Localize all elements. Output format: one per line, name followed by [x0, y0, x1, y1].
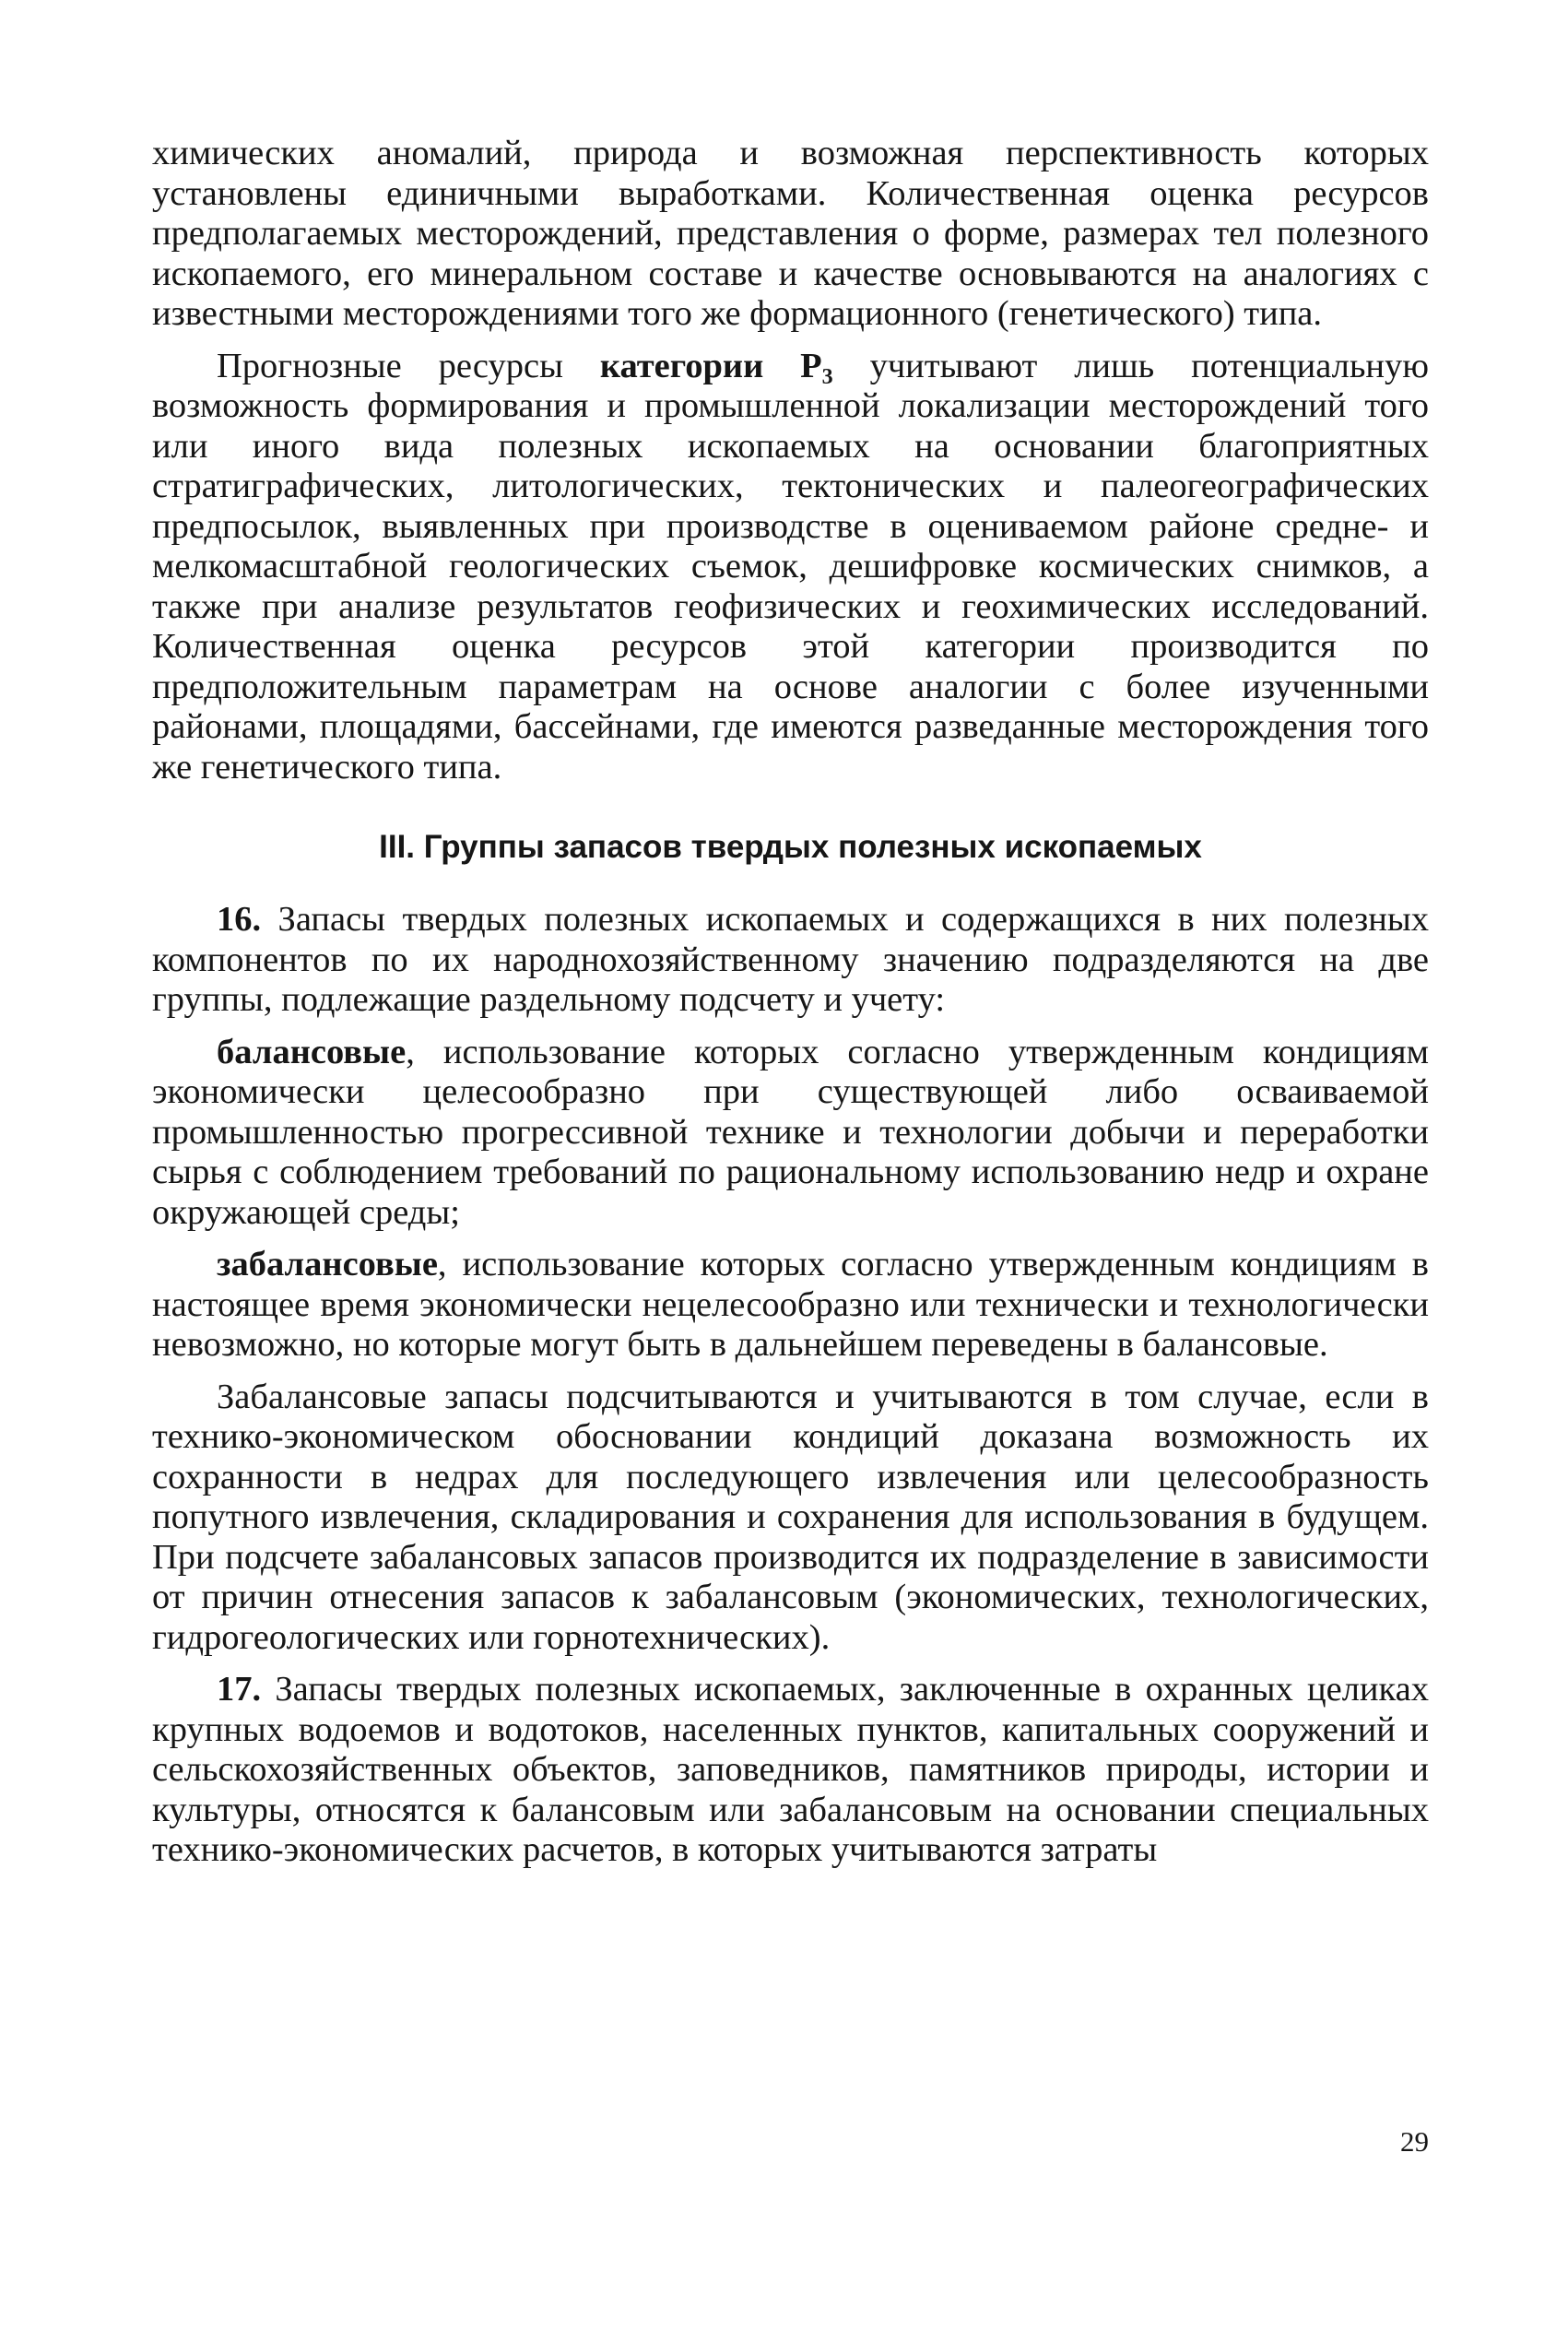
document-page: [152, 134, 1429, 1871]
item-text: Запасы твердых полезных ископаемых и содержащихся в них полезных компонентов по их народнохозяйственному значению подразделяются на две группы, подлежащие раздельному подсчету и учету:: [152, 900, 1429, 1019]
paragraph-rest: учитывают лишь потенциальную возможность формирования и промышленной локализации месторождений того или иного вида полезных ископаемых на основании благоприятных стратиграфических, литологических, тектонических и палеогеографических предпосылок, выявленных при производстве в оцениваемом районе средне- и мелкомасштабной геологических съемок, дешифровке космических снимков, а также при анализе результатов геофизических и геохимических исследований. Количественная оценка ресурсов этой категории производится по предположительным параметрам на основе аналогии с более изученными районами, площадями, бассейнами, где имеются разведанные месторождения того же генетического типа.: [152, 346, 1430, 787]
term-balance: балансовые: [217, 1032, 407, 1071]
item-text: Запасы твердых полезных ископаемых, заключенные в охранных целиках крупных водоемов и водотоков, населенных пунктов, капитальных сооружений и сельскохозяйственных объектов, заповедников, памятников природы, истории и культуры, относятся к балансовым или забалансовым на основании специальных технико-экономических расчетов, в которых учитываются затраты: [152, 1670, 1429, 1869]
category-term: категории Р: [599, 346, 822, 385]
definition-balance: [152, 1033, 1429, 1234]
page-number: 29: [1400, 2125, 1429, 2158]
paragraph-lead: Прогнозные ресурсы: [217, 346, 600, 385]
definition-text: , использование которых согласно утвержденным кондициям в настоящее время экономически нецелесообразно или технически и технологически невозможно, но которые могут быть в дальнейшем переведены в балансовые.: [152, 1245, 1429, 1364]
term-offbalance: забалансовые: [217, 1245, 438, 1283]
section-heading: III. Группы запасов твердых полезных ископаемых: [379, 829, 1202, 865]
item-17: [152, 1670, 1429, 1871]
definition-offbalance: [152, 1245, 1429, 1366]
definition-text: , использование которых согласно утвержденным кондициям экономически целесообразно при существующей либо осваиваемой промышленностью прогрессивной технике и технологии добычи и переработки сырья с соблюдением требований по рациональному использованию недр и охране окружающей среды;: [152, 1032, 1429, 1232]
category-subscript: 3: [821, 364, 833, 389]
paragraph-offbalance-reserves: Забалансовые запасы подсчитываются и учитываются в том случае, если в технико-экономическом обосновании кондиций доказана возможность их сохранности в недрах для последующего извлечения или целесообразность попутного извлечения, складирования и сохранения для использования в будущем. При подсчете забалансовых запасов производится их подразделение в зависимости от причин отнесения запасов к забалансовым (экономических, технологических, гидрогеологических или горнотехнических).: [152, 1377, 1429, 1657]
item-number: 17.: [217, 1670, 262, 1709]
item-number: 16.: [217, 900, 262, 939]
paragraph-forecast-resources-p3: [152, 347, 1429, 788]
item-16: [152, 900, 1429, 1021]
paragraph-continued: химических аномалий, природа и возможная перспективность которых установлены единичными выработками. Количественная оценка ресурсов предполагаемых месторождений, представления о форме, размерах тел полезного ископаемого, его минеральном составе и качестве основываются на аналогиях с известными месторождениями того же формационного (генетического) типа.: [152, 134, 1429, 333]
